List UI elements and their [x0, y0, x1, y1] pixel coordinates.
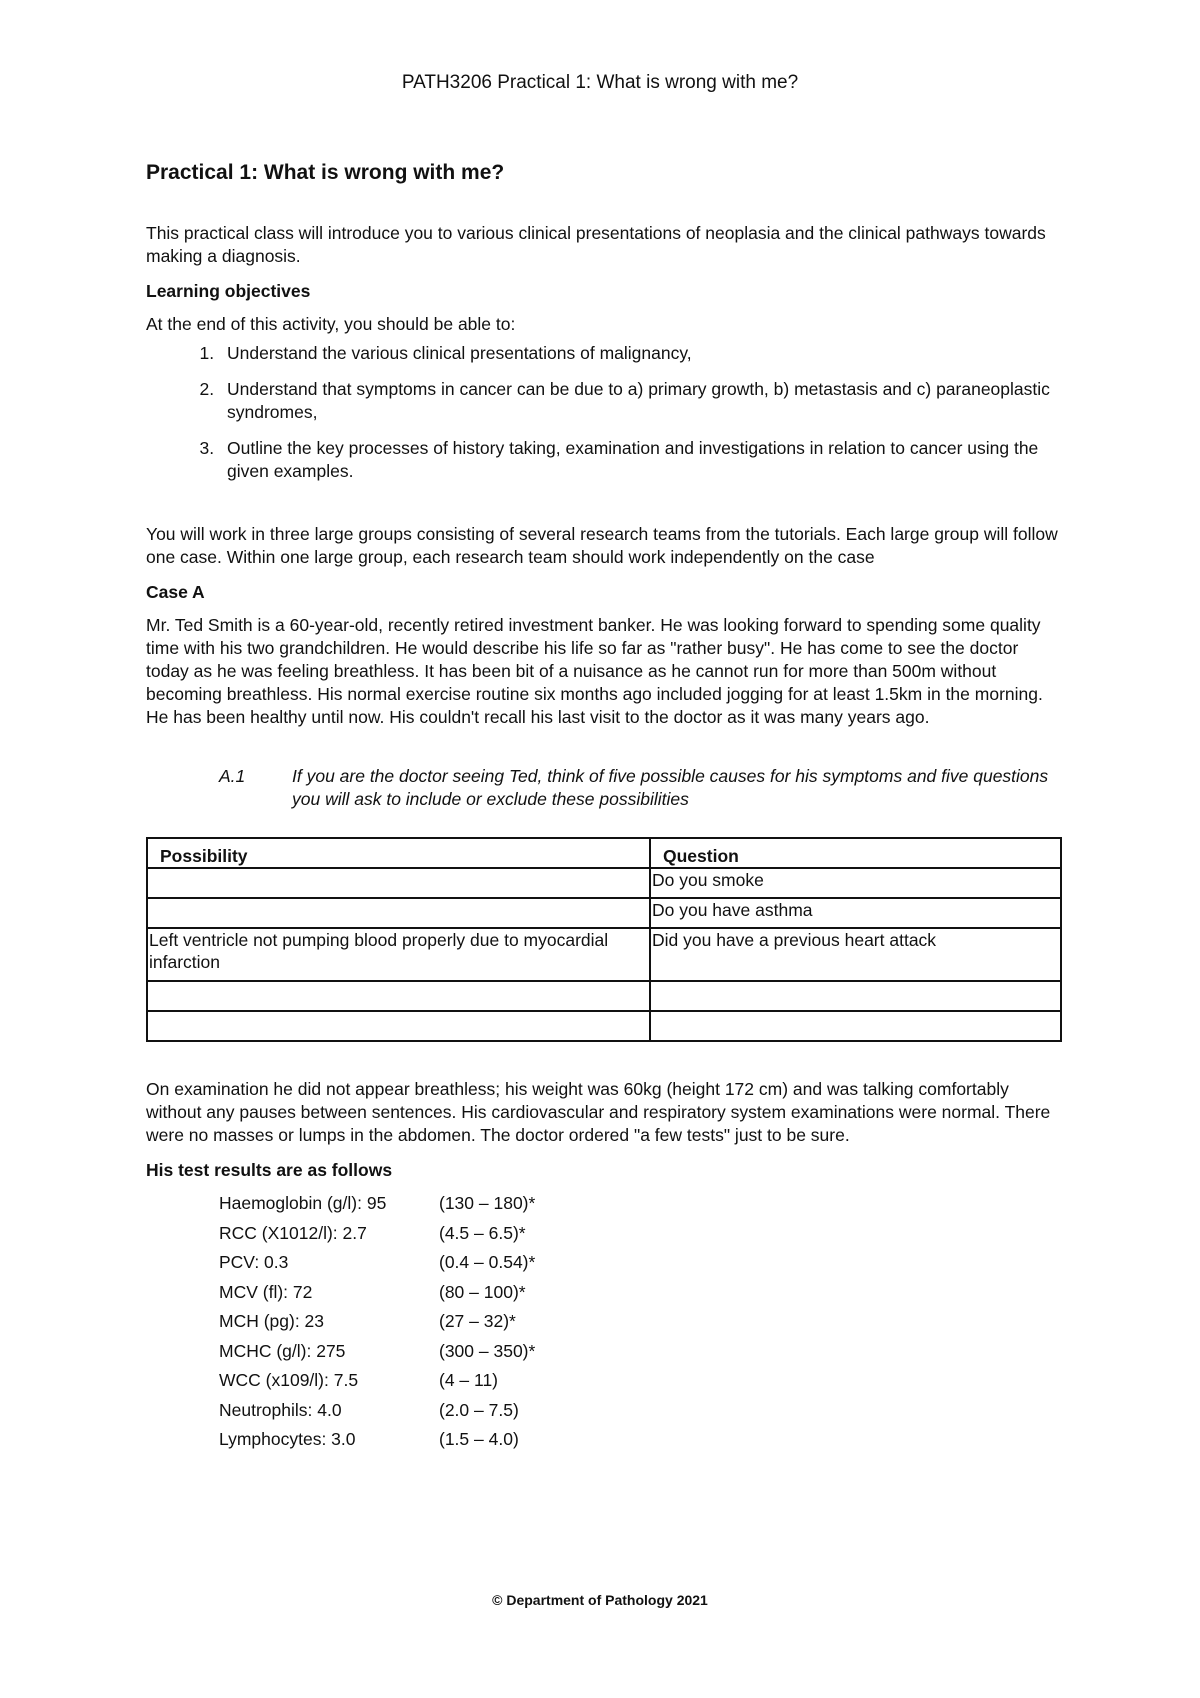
result-range: (80 – 100)*	[439, 1281, 526, 1302]
case-paragraph: Mr. Ted Smith is a 60-year-old, recently retired investment banker. He was looking forward to spending some quality time with his two grandchildren. He would describe his life so far as "rather busy". He has come to see the doctor today as he was feeling breathless. It has been bit of a nuisance as he cannot run for more than 500m without becoming breathless. His normal exercise routine six months ago included jogging for at least 1.5km in the morning. He has been healthy until now. His couldn't recall his last visit to the doctor as it was many years ago.	[146, 615, 1043, 727]
result-range: (4 – 11)	[439, 1370, 499, 1390]
results-heading: His test results are as follows	[146, 1160, 393, 1180]
table-header-possibility: Possibility	[147, 838, 650, 868]
question-number: A.1	[219, 766, 246, 786]
table-cell[interactable]	[147, 981, 650, 1011]
result-row	[219, 1310, 1060, 1340]
possibility-table	[146, 837, 1062, 1042]
table-cell[interactable]	[147, 868, 650, 898]
table-row	[147, 898, 1061, 928]
result-row	[219, 1428, 1060, 1458]
result-row	[219, 1369, 1060, 1399]
table-cell[interactable]	[650, 1011, 1061, 1041]
objective-item: 3. Outline the key processes of history taking, examination and investigations in relation to cancer using the given examples.	[219, 437, 1060, 483]
table-row	[147, 1011, 1061, 1041]
result-range: (130 – 180)*	[439, 1193, 536, 1213]
running-header: PATH3206 Practical 1: What is wrong with me?	[401, 72, 799, 93]
table-cell[interactable]	[147, 1011, 650, 1041]
table-cell[interactable]: Do you smoke	[650, 868, 1061, 898]
result-range: (300 – 350)*	[439, 1340, 536, 1361]
result-range: (27 – 32)*	[439, 1311, 516, 1331]
result-row	[219, 1399, 1060, 1429]
result-row	[219, 1192, 1060, 1222]
result-name: MCHC (g/l): 275	[219, 1340, 346, 1361]
result-row	[219, 1222, 1060, 1252]
result-row	[219, 1251, 1060, 1281]
test-results-list	[219, 1192, 1060, 1458]
objective-item: 2. Understand that symptoms in cancer can be due to a) primary growth, b) metastasis and c) paraneoplastic syndromes,	[219, 378, 1060, 424]
result-range: (4.5 – 6.5)*	[439, 1222, 526, 1243]
objectives-heading: Learning objectives	[146, 281, 311, 301]
table-row	[147, 868, 1061, 898]
result-range: (0.4 – 0.54)*	[439, 1252, 536, 1272]
objectives-list	[146, 342, 1060, 483]
table-cell[interactable]: Left ventricle not pumping blood properly due to myocardial infarction	[147, 928, 650, 981]
result-name: RCC (X1012/l): 2.7	[219, 1222, 367, 1243]
result-name: MCV (fl): 72	[219, 1281, 313, 1302]
result-name: Lymphocytes: 3.0	[219, 1429, 356, 1449]
table-row	[147, 981, 1061, 1011]
page-title: Practical 1: What is wrong with me?	[146, 161, 505, 184]
result-row	[219, 1340, 1060, 1370]
table-header-question: Question	[650, 838, 1061, 868]
question-text: If you are the doctor seeing Ted, think of five possible causes for his symptoms and five questions you will ask to include or exclude these possibilities	[292, 766, 1049, 809]
objective-item: 1. Understand the various clinical presentations of malignancy,	[219, 342, 1060, 365]
objectives-lead: At the end of this activity, you should be able to:	[146, 314, 516, 334]
result-name: Neutrophils: 4.0	[219, 1399, 342, 1420]
question-a1	[219, 765, 1060, 811]
table-cell[interactable]	[650, 981, 1061, 1011]
table-header-row	[147, 838, 1061, 868]
table-cell[interactable]	[147, 898, 650, 928]
page-footer: © Department of Pathology 2021	[492, 1592, 708, 1608]
result-range: (2.0 – 7.5)	[439, 1399, 519, 1420]
result-name: Haemoglobin (g/l): 95	[219, 1193, 387, 1213]
examination-paragraph: On examination he did not appear breathless; his weight was 60kg (height 172 cm) and was talking comfortably without any pauses between sentences. His cardiovascular and respiratory system examinations were normal. There were no masses or lumps in the abdomen. The doctor ordered "a few tests" just to be sure.	[146, 1079, 1051, 1145]
result-name: WCC (x109/l): 7.5	[219, 1370, 359, 1390]
result-range: (1.5 – 4.0)	[439, 1429, 519, 1449]
intro-paragraph: This practical class will introduce you to various clinical presentations of neoplasia and the clinical pathways towards making a diagnosis.	[146, 223, 1046, 266]
case-heading: Case A	[146, 582, 205, 602]
table-cell[interactable]: Do you have asthma	[650, 898, 1061, 928]
result-name: MCH (pg): 23	[219, 1311, 325, 1331]
result-name: PCV: 0.3	[219, 1252, 289, 1272]
result-row	[219, 1281, 1060, 1311]
groups-paragraph: You will work in three large groups consisting of several research teams from the tutorials. Each large group will follow one case. Within one large group, each research team should work independently on the case	[146, 524, 1058, 567]
document-body	[146, 160, 1060, 1458]
table-row	[147, 928, 1061, 981]
table-cell[interactable]: Did you have a previous heart attack	[650, 928, 1061, 981]
